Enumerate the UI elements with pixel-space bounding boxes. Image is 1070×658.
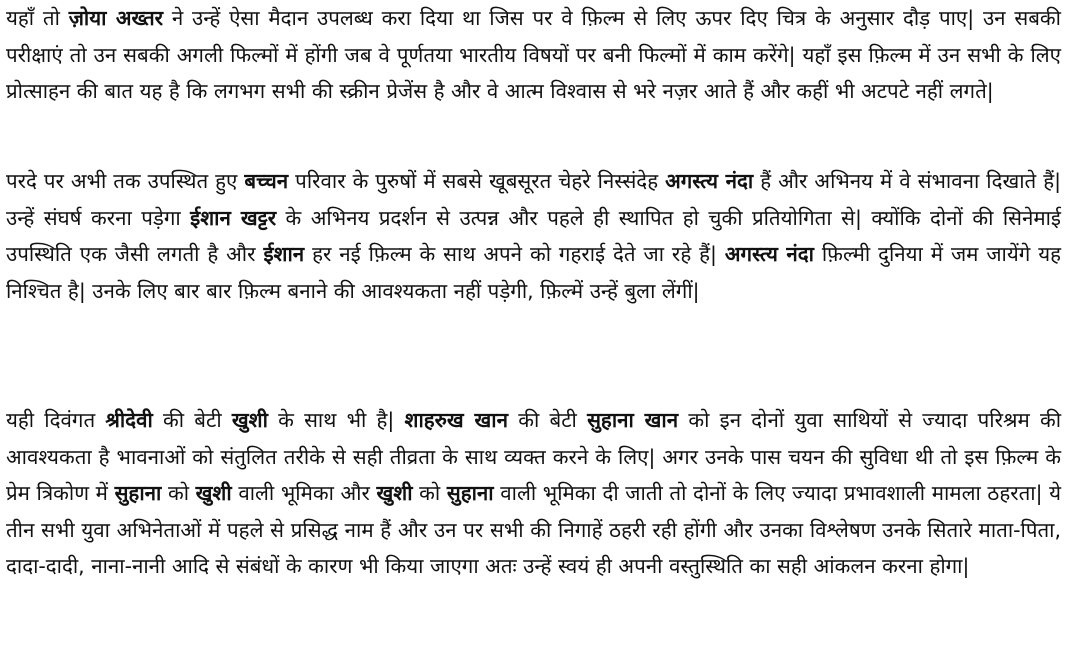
- bold-name-text: खुशी: [231, 408, 268, 432]
- paragraph-text: के साथ भी है|: [267, 408, 405, 432]
- bold-name-text: ईशान खट्टर: [190, 205, 277, 230]
- paragraph-text: यही दिवंगत: [6, 408, 106, 432]
- paragraph-text: फ़िल्मी दुनिया में जम जायेंगे यह निश्चित है| उनके लिए बार बार फ़िल्म बनाने की आवश्यकता नहीं पड़ेगी, फ़िल्में उन्हें बुला लेंगीं|: [6, 242, 1061, 303]
- bold-name-text: सुहाना: [114, 481, 162, 505]
- paragraph-text: हर नई फ़िल्म के साथ अपने को गहराई देते जा रहे हैं|: [304, 242, 725, 266]
- bold-name-text: ज़ोया अख्तर: [68, 6, 164, 30]
- paragraph-text: की बेटी: [508, 408, 588, 432]
- paragraph-text: परदे पर अभी तक उपस्थित हुए: [6, 169, 245, 193]
- paragraph-text: को: [161, 481, 196, 505]
- paragraph-text: वाली भूमिका और: [231, 481, 377, 505]
- bold-name-text: शाहरुख खान: [404, 408, 508, 432]
- paragraph-text: की बेटी: [152, 408, 232, 432]
- bold-name-text: खुशी: [376, 481, 413, 505]
- bold-name-text: बच्चन: [244, 169, 289, 193]
- bold-name-text: सुहाना: [446, 481, 494, 505]
- paragraph-text: को इन दोनों युवा साथियों से ज्यादा परिश्रम की आवश्यकता है भावनाओं को संतुलित तरीके से सही तीव्रता के साथ व्यक्त करने के लिए| अगर उनके पास चयन की सुविधा थी तो इस फ़िल्म के प्रेम त्रिकोण में: [6, 408, 1062, 505]
- bold-name-text: अगस्त्य नंदा: [724, 242, 814, 266]
- paragraph-zoya-akhtar: [6, 0, 1061, 110]
- bold-name-text: श्रीदेवी: [105, 408, 153, 432]
- paragraph-text: के अभिनय प्रदर्शन से उत्पन्न और पहले ही स्थापित हो चुकी प्रतियोगिता से| क्योंकि दोनों की सिनेमाई उपस्थिति एक जैसी लगती है और: [6, 205, 1062, 266]
- bold-name-text: खुशी: [195, 481, 232, 505]
- paragraph-text: को: [412, 481, 447, 505]
- paragraph-agastya-ishaan: [6, 163, 1061, 309]
- paragraph-text: ने उन्हें ऐसा मैदान उपलब्ध करा दिया था जिस पर वे फ़िल्म से लिए ऊपर दिए चित्र के अनुसार दौड़ पाए| उन सबकी परीक्षाएं तो उन सबकी अगली फिल्मों में होंगी जब वे पूर्णतया भारतीय विषयों पर बनी फिल्मों में काम करेंगे| यहाँ इस फ़िल्म में उन सभी के लिए प्रोत्साहन की बात यह है कि लगभग सभी की स्क्रीन प्रेजेंस है और वे आत्म विश्वास से भरे नज़र आते हैं और कहीं भी अटपटे नहीं लगते|: [6, 6, 1061, 103]
- paragraph-text: हैं और अभिनय में वे संभावना दिखाते हैं| उन्हें संघर्ष करना पड़ेगा: [6, 169, 1061, 230]
- bold-name-text: ईशान: [263, 242, 305, 266]
- paragraph-text: परिवार के पुरुषों में सबसे खूबसूरत चेहरे निस्संदेह: [288, 169, 666, 193]
- paragraph-khushi-suhana: [6, 402, 1061, 585]
- paragraph-text: यहाँ तो: [6, 6, 69, 30]
- bold-name-text: अगस्त्य नंदा: [665, 169, 754, 193]
- paragraph-text: वाली भूमिका दी जाती तो दोनों के लिए ज्यादा प्रभावशाली मामला ठहरता| ये तीन सभी युवा अभिनेताओं में पहले से प्रसिद्ध नाम हैं और उन पर सभी की निगाहें ठहरी रही होंगी और उनका विश्लेषण उनके सितारे माता-पिता, दादा-दादी, नाना-नानी आदि से संबंधों के कारण भी किया जाएगा अतः उन्हें स्वयं ही अपनी वस्तुस्थिति का सही आंकलन करना होगा|: [6, 481, 1062, 578]
- bold-name-text: सुहाना खान: [587, 408, 679, 432]
